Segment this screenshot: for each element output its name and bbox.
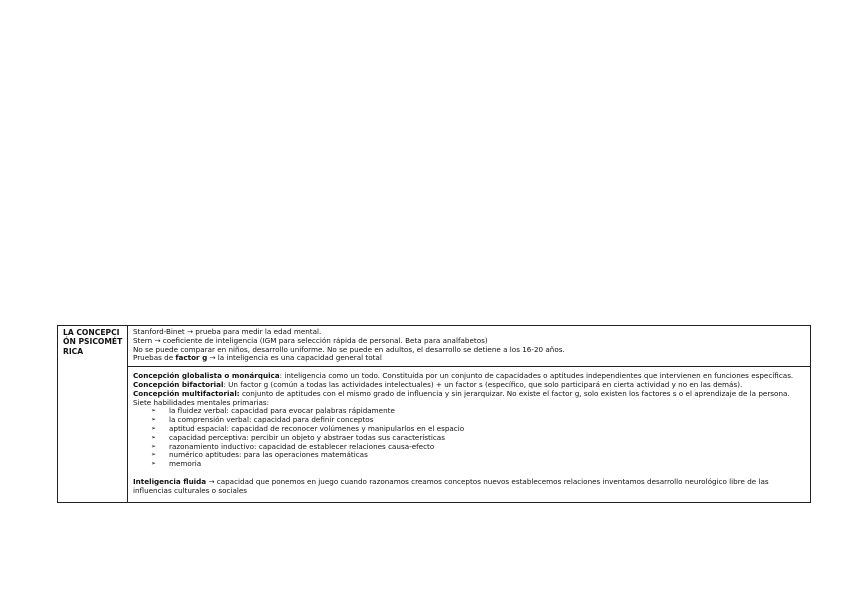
multifactorial-text: conjunto de aptitudes con el mismo grado de influencia y sin jerarquizar. No existe el factor g, solo existen los factores s o el aprendizaje de la persona. Siete habilidades mentales primarias: [133, 388, 790, 407]
bifactorial-text: : Un factor g (común a todas las actividades intelectuales) + un factor s (específico, que solo participará en cierta actividad y no en las demás). [223, 379, 743, 389]
globalista-term: Concepción globalista o monárquica [133, 371, 280, 381]
fluida-arrow: → [206, 476, 217, 486]
fluida-text: capacidad que ponemos en juego cuando razonamos creamos conceptos nuevos establecemos relaciones inventamos desarrollo neurológico libre de las influencias culturales o sociales [133, 476, 769, 495]
stern-line: Stern → coeficiente de inteligencia (IGM para selección rápida de personal. Beta para analfabetos) [133, 335, 488, 345]
list-item: ➢ capacidad perceptiva: percibir un objeto y abstraer todas sus características [151, 434, 806, 443]
globalista-text: : inteligencia como un todo. Constituida por un conjunto de capacidades o aptitudes independientes que intervienen en funciones específicas. [279, 371, 794, 381]
habilidades-list [133, 407, 806, 469]
fluida-term: Inteligencia fluida [133, 476, 207, 486]
list-item: ➢ la comprensión verbal: capacidad para definir conceptos [151, 416, 806, 425]
factor-g-prefix: Pruebas de [133, 353, 176, 363]
factor-g-term: factor g [175, 353, 208, 363]
factor-g-suffix: → la inteligencia es una capacidad general total [207, 353, 382, 363]
list-item: ➢ aptitud espacial: capacidad de reconocer volúmenes y manipularlos en el espacio [151, 425, 806, 434]
intro-cell [128, 326, 811, 367]
bifactorial-term: Concepción bifactorial [133, 379, 224, 389]
list-item: ➢ la fluidez verbal: capacidad para evocar palabras rápidamente [151, 407, 806, 416]
fluida-paragraph [133, 478, 806, 496]
content-table [57, 325, 811, 503]
list-item: ➢ razonamiento inductivo: capacidad de establecer relaciones causa-efecto [151, 443, 806, 452]
stanford-binet-line: Stanford-Binet → prueba para medir la edad mental. [133, 327, 322, 336]
comparison-line: No se puede comparar en niños, desarrollo uniforme. No se puede en adultos, el desarrollo se detiene a los 16-20 años. [133, 344, 565, 354]
list-item: ➢ numérico aptitudes: para las operaciones matemáticas [151, 451, 806, 460]
multifactorial-paragraph [133, 390, 806, 408]
table-row [58, 367, 811, 502]
table-row [58, 326, 811, 367]
factor-g-line [133, 354, 806, 363]
section-heading: LA CONCEPCIÓN PSICOMÉTRICA [58, 326, 128, 503]
list-item: ➢ memoria [151, 460, 806, 469]
multifactorial-term: Concepción multifactorial: [133, 388, 240, 398]
concepts-cell [128, 367, 811, 502]
